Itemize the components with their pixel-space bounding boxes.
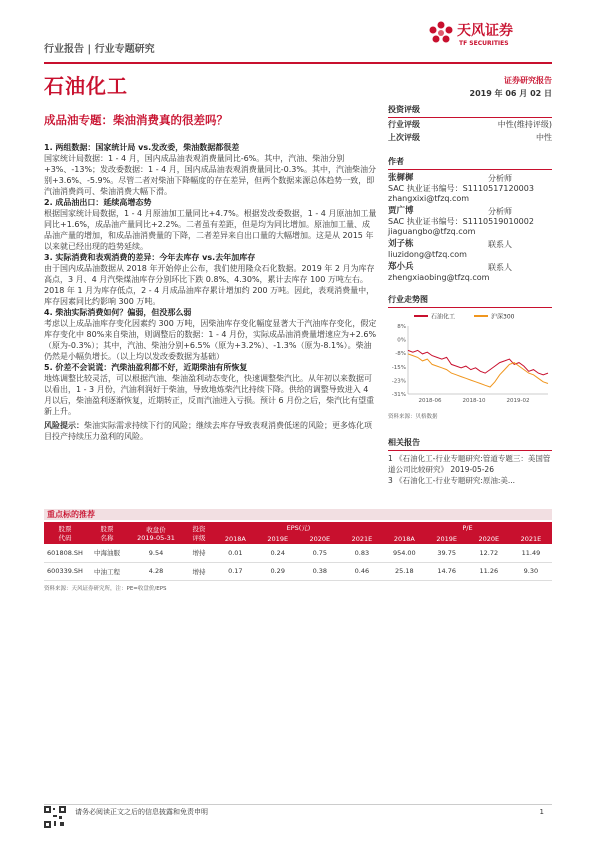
y-tick-label: -15% [391,364,406,371]
logo-mark-icon [427,20,455,48]
logo-name: 天风证券 [457,23,513,39]
col-price: 收盘价 2019-05-31 [128,522,184,544]
company-logo [427,16,547,56]
logo-name-en: TF SECURITIES [459,40,509,47]
author-email[interactable]: zhengxiaobing@tfzq.com [388,273,490,282]
col-name: 股票 名称 [86,522,128,544]
sector-title: 石油化工 [44,74,128,98]
related-panel [388,437,552,486]
qr-code-icon [44,806,66,828]
table-row: 601808.SH 中海油服 9.54 增持 0.01 0.24 0.75 0.83 954.00 39.75 12.72 11.49 [44,544,552,562]
authors-heading: 作者 [388,156,552,170]
authors-panel [388,156,552,283]
trend-source: 资料来源：贝格数据 [388,414,438,420]
col-rating: 投资 评级 [184,522,214,544]
report-title: 成品油专题：柴油消费真的很差吗？ [44,113,228,127]
picks-table: 股票 代码 股票 名称 收盘价 2019-05-31 投资 评级 EPS(元) P/E 2018A 2019E 2020E 2021E 2018A 2019E 2020E 2021E 601808.SH 中海油服 9.54 增持 0.01 0.24 0.75 0.83 954.00 39.75 12.72 11.49 600339.SH 中油工程 4.28 增持 0.17 0.29 0.38 0.46 25.18 14.76 11.26 9.30 [44,522,552,581]
table-row: 600339.SH 中油工程 4.28 增持 0.17 0.29 0.38 0.46 25.18 14.76 11.26 9.30 [44,562,552,580]
related-item[interactable]: 3 《石油化工-行业专题研究:原油:美... [388,476,516,485]
x-tick-label: 2018-06 [418,398,442,404]
section-heading: 1. 两组数据：国家统计局 vs.发改委，柴油数据都很差 [44,143,240,152]
section-paragraph: 考虑以上成品油库存变化因素约 300 万吨，因柴油库存变化幅度显著大于汽油库存变化，假定库存变化中 80%来自柴油，则调整后的数据：1 - 4 月份，实际成品油消费量增速应为+2.6%（原为-0.3%）；其中，汽油、柴油分别+6.5%（原为+3.2%）、-1.3%（原为-8.1%）。柴油仍然是小幅负增长。（以上均以发改委数据为基础） [44,319,377,361]
page-number: 1 [539,808,544,816]
col-pe: P/E [383,522,552,533]
related-heading: 相关报告 [388,437,552,451]
author-card: 张樨樨 分析师 SAC 执业证书编号：S1110517120003 zhangxixi@tfzq.com [388,173,552,204]
author-card: 刘子栋 联系人 liuzidong@tfzq.com [388,239,552,260]
section-paragraph: 国家统计局数据：1 - 4 月，国内成品油表观消费量同比-6%。其中，汽油、柴油分别+3%、-13%；发改委数据：1 - 4 月，国内成品油表观消费量同比-0.3%。其中，汽油柴油分别+3.6%、-5.9%。尽管二者对柴油下降幅度的存在差异，但两个数据来源总体趋势一致，即汽油消费尚可、柴油消费大幅下滑。 [44,154,376,196]
report-type: 行业报告 | 行业专题研究 [44,44,155,55]
trend-heading: 行业走势图 [388,294,552,308]
y-tick-label: -31% [391,392,406,398]
section-paragraph: 根据国家统计局数据，1 - 4 月原油加工量同比+4.7%。根据发改委数据，1 - 4 月原油加工量同比+1.6%，成品油产量同比+2.2%。二者虽有差距，但是均为同比增加。原油加工量、成品油产量的增加，和成品油消费量的下降，二者差异来自出口量的大幅增加。这是从 2015 年以来就已经出现的趋势延续。 [44,209,377,251]
report-date: 2019 年 06 月 02 日 [469,89,552,98]
last-rating-row: 上次评级 中性 [388,133,552,142]
section-paragraph: 地炼调整比较灵活，可以根据汽油、柴油盈利动态变化，快速调整柴汽比。从年初以来数据可以看出，1 - 3 月份，汽油利润好于柴油，导致地炼柴汽比持续下降。供给的调整导致进入 4 月以后，柴油盈利逐渐恢复，近期转正，反而汽油进入亏损。预计 6 月份之后，柴汽比有望重新上升。 [44,374,375,416]
risk-text: 柴油实际需求持续下行的风险；继续去库存导致表观消费低迷的风险；更多炼化项目投产持续压力盈利的风险。 [44,421,372,441]
legend-label: 石油化工 [431,313,456,321]
series-line [408,354,548,387]
risk-warning [44,420,378,442]
report-tag: 证券研究报告 [504,76,552,85]
industry-rating-row: 行业评级 中性(维持评级) [388,120,552,129]
section-heading: 5. 价差不会说谎：汽柴油盈利都不好，近期柴油有所恢复 [44,363,248,372]
picks-heading: 重点标的推荐 [44,509,552,520]
x-tick-label: 2019-02 [506,398,530,404]
header-divider [44,62,552,64]
series-line [408,350,548,374]
x-tick-label: 2018-10 [462,398,486,404]
col-code: 股票 代码 [44,522,86,544]
report-body [44,142,378,442]
table-source: 资料来源：天风证券研究所，注：PE=收盘价/EPS [44,586,167,592]
trend-chart [388,310,552,410]
author-card: 郑小兵 联系人 zhengxiaobing@tfzq.com [388,262,552,283]
trend-panel [388,294,552,420]
section-heading: 3. 实际消费和表观消费的差异：今年去库存 vs.去年加库存 [44,253,256,262]
section-paragraph: 由于国内成品油数据从 2018 年开始停止公布，我们使用隆众石化数据。2019 年 2 月为库存高点，3 月、4 月汽柴煤油库存分别环比下跌 0.8%、4.30%，累计去库存 100 万吨左右。2018 年 1 月为库存低点，2 - 4 月成品油库存累计增加约 200 万吨。因此，表观消费量中，库存因素同比约影响 300 万吨。 [44,264,375,306]
author-email[interactable]: liuzidong@tfzq.com [388,250,467,259]
y-tick-label: -23% [391,378,406,385]
y-tick-label: 8% [397,324,406,330]
rating-heading: 投资评级 [388,104,552,118]
section-heading: 2. 成品油出口：延续高增态势 [44,198,152,207]
author-email[interactable]: zhangxixi@tfzq.com [388,194,470,203]
legend-label: 沪深300 [491,313,515,321]
section-heading: 4. 柴油实际消费如何？偏弱，但没那么弱 [44,308,192,317]
footer-divider [44,804,552,805]
author-email[interactable]: jiaguangbo@tfzq.com [388,227,476,236]
y-tick-label: -8% [395,351,406,358]
risk-label: 风险提示： [44,421,84,430]
related-item[interactable]: 1 《石油化工-行业专题研究:管道专题三：美国管道公司比较研究》 2019-05-26 [388,454,551,474]
col-eps: EPS(元) [214,522,383,533]
y-tick-label: 0% [397,337,406,344]
author-card: 贾广博 分析师 SAC 执业证书编号：S1110519010002 jiaguangbo@tfzq.com [388,206,552,237]
footer-disclaimer: 请务必阅读正文之后的信息披露和免责申明 [75,808,208,816]
rating-panel [388,104,552,144]
